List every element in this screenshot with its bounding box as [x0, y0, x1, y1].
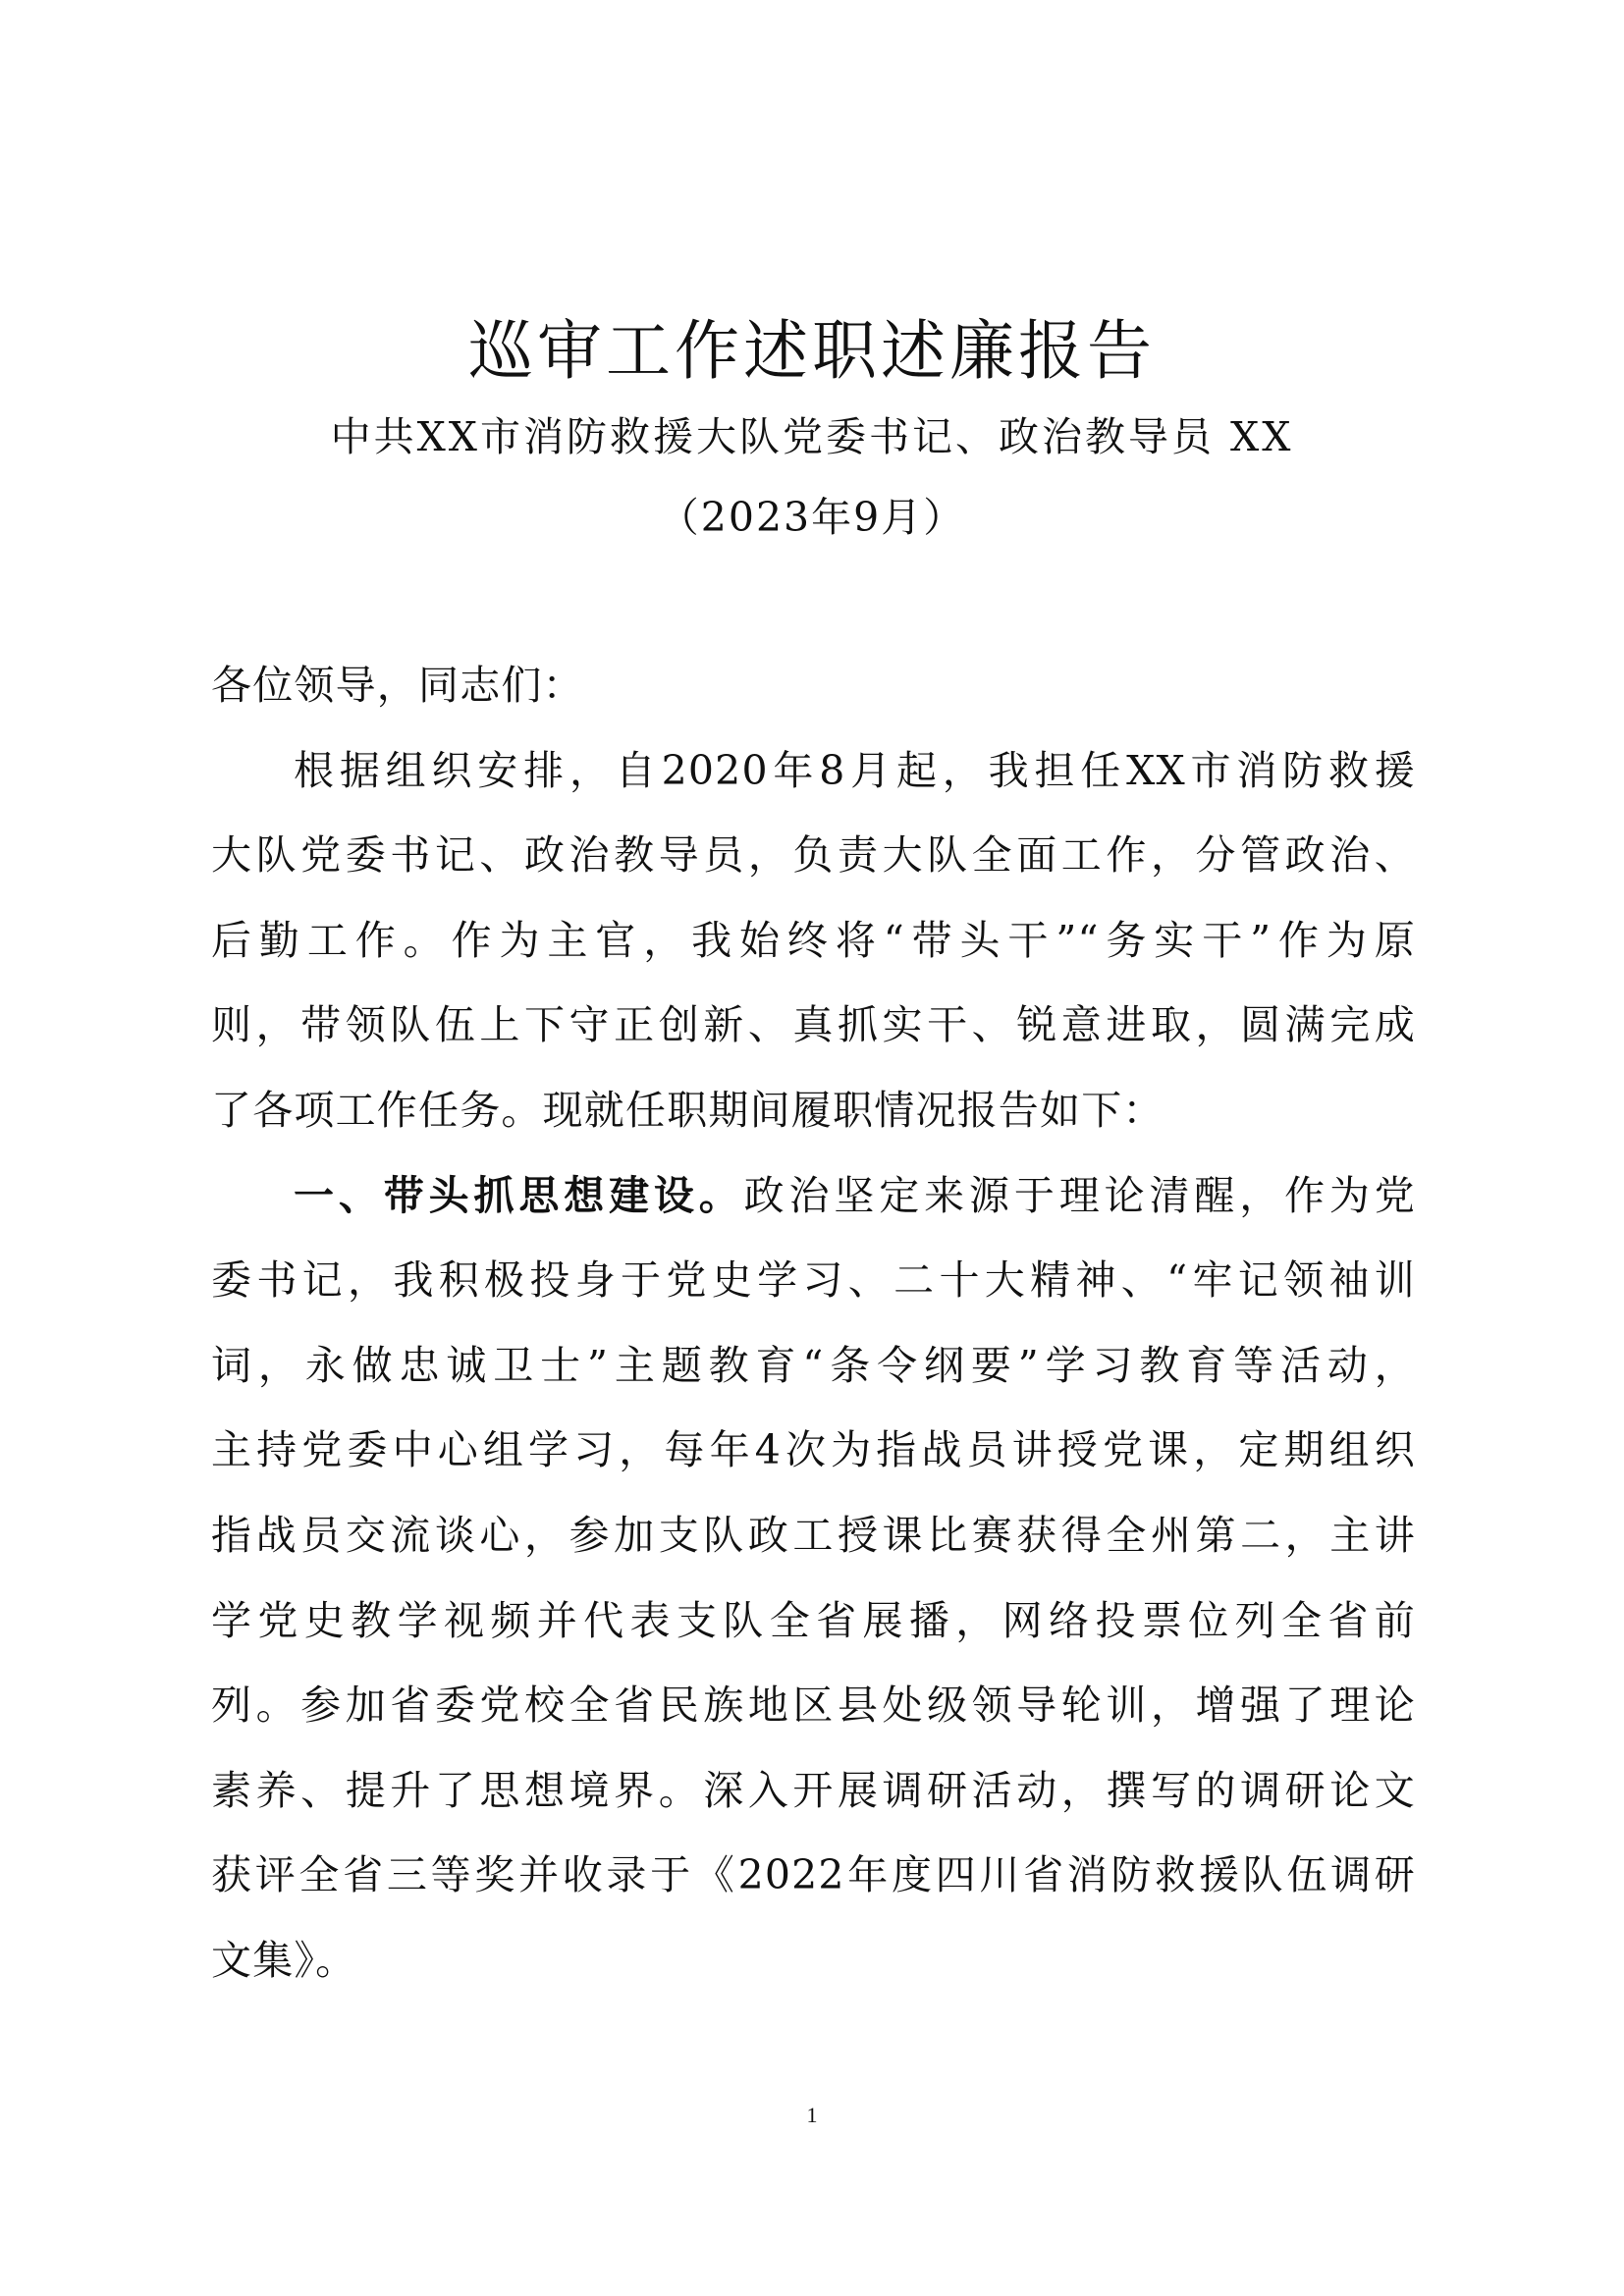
paragraph-line: 文集》。 — [211, 1936, 357, 1984]
page-number: 1 — [806, 2103, 818, 2127]
paragraph-line: 获评全省三等奖并收录于《2022年度四川省消防救援队伍调研 — [211, 1851, 1416, 1899]
paragraph-section-1 — [211, 1153, 1416, 2003]
report-date: （2023年9月） — [658, 494, 966, 541]
paragraph-line: 了各项工作任务。现就任职期间履职情况报告如下： — [211, 1086, 1164, 1134]
paragraph-line: 则，带领队伍上下守正创新、真抓实干、锐意进取，圆满完成 — [211, 1001, 1416, 1049]
author-line: 中共XX市消防救援大队党委书记、政治教导员 XX — [330, 413, 1294, 460]
greeting-line: 各位领导，同志们： — [211, 662, 584, 709]
paragraph-line: 素养、提升了思想境界。深入开展调研活动，撰写的调研论文 — [211, 1766, 1416, 1814]
document-title: 巡审工作述职述廉报告 — [468, 313, 1156, 389]
paragraph-line: 后勤工作。作为主官，我始终将“带头干”“务实干”作为原 — [211, 916, 1416, 964]
paragraph-line: 委书记，我积极投身于党史学习、二十大精神、“牢记领袖训 — [211, 1256, 1416, 1305]
document-body — [211, 643, 1416, 2003]
paragraph-line: 大队党委书记、政治教导员，负责大队全面工作，分管政治、 — [211, 831, 1416, 880]
paragraph-intro — [211, 728, 1416, 1153]
section-heading-rest: 政治坚定来源于理论清醒，作为党 — [743, 1171, 1417, 1219]
paragraph-line: 主持党委中心组学习，每年4次为指战员讲授党课，定期组织 — [211, 1426, 1416, 1474]
greeting — [211, 643, 1416, 728]
paragraph-line: 列。参加省委党校全省民族地区县处级领导轮训，增强了理论 — [211, 1682, 1416, 1730]
section-heading: 一、带头抓思想建设。 — [294, 1171, 744, 1219]
paragraph-line: 词，永做忠诚卫士”主题教育“条令纲要”学习教育等活动， — [211, 1341, 1416, 1389]
paragraph-line: 学党史教学视频并代表支队全省展播，网络投票位列全省前 — [211, 1596, 1416, 1644]
paragraph-line: 指战员交流谈心，参加支队政工授课比赛获得全州第二，主讲 — [211, 1511, 1416, 1559]
paragraph-line: 根据组织安排，自2020年8月起，我担任XX市消防救援 — [294, 746, 1416, 794]
paragraph-line — [211, 1153, 1416, 1239]
